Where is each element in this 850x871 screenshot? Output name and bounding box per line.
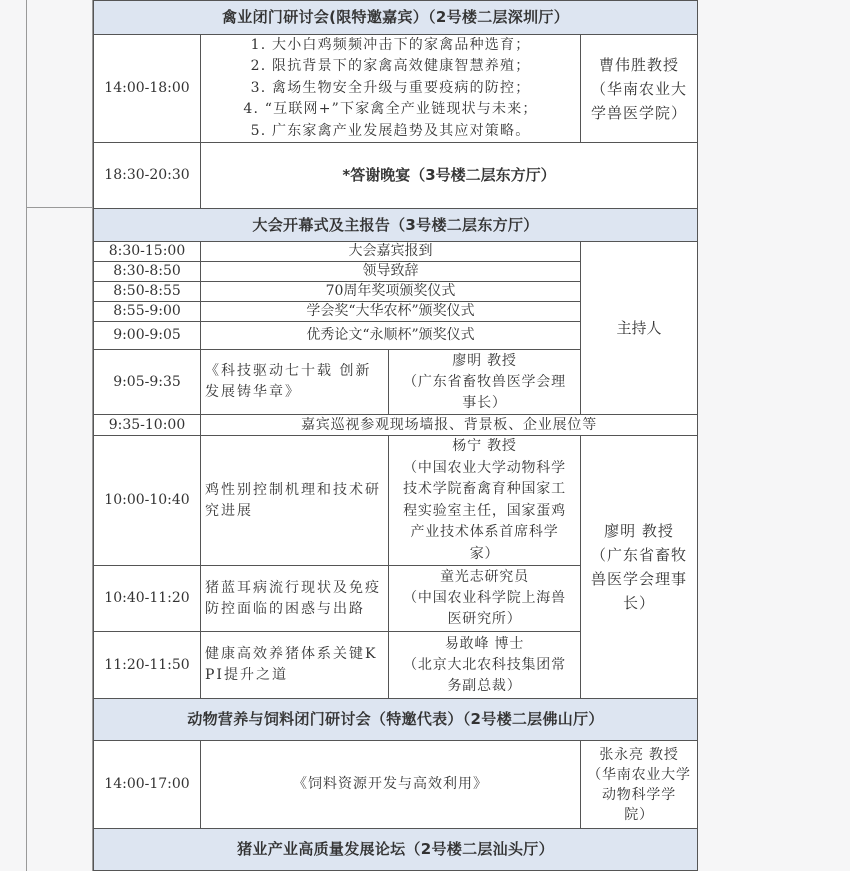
chair-line: 兽医学会理事 (590, 570, 687, 588)
chair-line: 长） (622, 594, 655, 612)
poultry-topics (200, 34, 581, 143)
talk-time: 11:20-11:50 (93, 631, 201, 699)
keynote-title: 《科技驱动七十载 创新发展铸华章》 (200, 349, 389, 415)
speaker-line: （华南农业大 (590, 79, 687, 98)
speaker-line: （中国农业科学院上海兽 (403, 590, 566, 606)
opening-session-header: 大会开幕式及主报告（3号楼二层东方厅） (93, 208, 698, 242)
chair-line: （广东省畜牧 (590, 546, 687, 564)
opening-row-item: 领导致辞 (200, 261, 581, 282)
dinner-time: 18:30-20:30 (93, 142, 201, 209)
host-cell: 主持人 (580, 241, 698, 415)
nutrition-session-header: 动物营养与饲料闭门研讨会（特邀代表）（2号楼二层佛山厅） (93, 698, 698, 741)
talk-title: 健康高效养猪体系关键KPI提升之道 (200, 631, 389, 699)
opening-row-item: 优秀论文“永顺杯”颁奖仪式 (200, 321, 581, 350)
speaker-line: 家） (469, 545, 500, 562)
speaker-name: 杨宁 教授 (452, 438, 517, 454)
speaker-line: 院） (624, 806, 654, 823)
poultry-speaker (580, 34, 698, 143)
speaker-line: 程实验室主任，国家蛋鸡 (403, 502, 566, 519)
chair-line: 廖明 教授 (604, 522, 674, 540)
topic-item: 1. 大小白鸡频频冲击下的家禽品种选育； (250, 36, 531, 53)
topic-item: 5. 广东家禽产业发展趋势及其应对策略。 (250, 122, 531, 139)
poultry-session-header: 禽业闭门研讨会(限特邀嘉宾）（2号楼二层深圳厅） (93, 0, 698, 35)
speaker-line: 学兽医学院） (590, 103, 687, 122)
outer-divider (26, 207, 94, 208)
opening-row-time: 9:00-9:05 (93, 321, 201, 350)
poultry-time: 14:00-18:00 (93, 34, 201, 143)
topic-item: 3. 禽场生物安全升级与重要疫病的防控； (250, 79, 531, 96)
keynote-speaker (388, 349, 581, 415)
topic-item: 4. “互联网+”下家禽全产业链现状与未来； (243, 101, 538, 118)
opening-row-time: 8:50-8:55 (93, 281, 201, 302)
dinner-label: *答谢晚宴（3号楼二层东方厅） (200, 142, 698, 209)
swine-session-header: 猪业产业高质量发展论坛（2号楼二层汕头厅） (93, 828, 698, 871)
speaker-line: 技术学院畜禽育种国家工 (403, 481, 566, 497)
talk-title: 鸡性别控制机理和技术研究进展 (200, 435, 389, 566)
speaker-line: 医研究所） (447, 611, 522, 627)
visit-time: 9:35-10:00 (93, 414, 201, 436)
outer-left-border (26, 0, 27, 871)
speaker-line: 动物科学学 (602, 786, 676, 803)
talk-speaker (388, 435, 581, 566)
talk-time: 10:00-10:40 (93, 435, 201, 566)
talk-time: 10:40-11:20 (93, 565, 201, 632)
speaker-line: （北京大北农科技集团常 (403, 656, 566, 673)
nutrition-time: 14:00-17:00 (93, 740, 201, 829)
opening-row-item: 学会奖“大华农杯”颁奖仪式 (200, 301, 581, 322)
nutrition-title: 《饲料资源开发与高效利用》 (200, 740, 581, 829)
talk-speaker (388, 565, 581, 632)
speaker-line: （中国农业大学动物科学 (403, 459, 566, 476)
nutrition-speaker (580, 740, 698, 829)
speaker-line: 事长） (462, 394, 507, 411)
opening-row-time: 8:30-8:50 (93, 261, 201, 282)
talk-speaker (388, 631, 581, 699)
topic-item: 2. 限抗背景下的家禽高效健康智慧养殖； (250, 58, 531, 75)
speaker-line: 务副总裁） (447, 677, 522, 694)
speaker-name: 易敢峰 博士 (444, 635, 525, 652)
speaker-name: 廖明 教授 (452, 352, 517, 369)
speaker-line: 张永亮 教授 (599, 746, 679, 763)
chair-cell (580, 435, 698, 699)
talk-title: 猪蓝耳病流行现状及免疫防控面临的困惑与出路 (200, 565, 389, 632)
speaker-line: 曹伟胜教授 (598, 55, 679, 74)
visit-item: 嘉宾巡视参观现场墙报、背景板、企业展位等 (200, 414, 698, 436)
keynote-time: 9:05-9:35 (93, 349, 201, 415)
opening-row-time: 8:55-9:00 (93, 301, 201, 322)
opening-row-item: 70周年奖项颁奖仪式 (200, 281, 581, 302)
opening-row-time: 8:30-15:00 (93, 241, 201, 262)
speaker-line: （广东省畜牧兽医学会理 (403, 373, 566, 390)
speaker-line: 产业技术体系首席科学 (410, 524, 559, 540)
speaker-name: 童光志研究员 (440, 569, 529, 585)
speaker-line: （华南农业大学 (587, 766, 691, 783)
opening-row-item: 大会嘉宾报到 (200, 241, 581, 262)
